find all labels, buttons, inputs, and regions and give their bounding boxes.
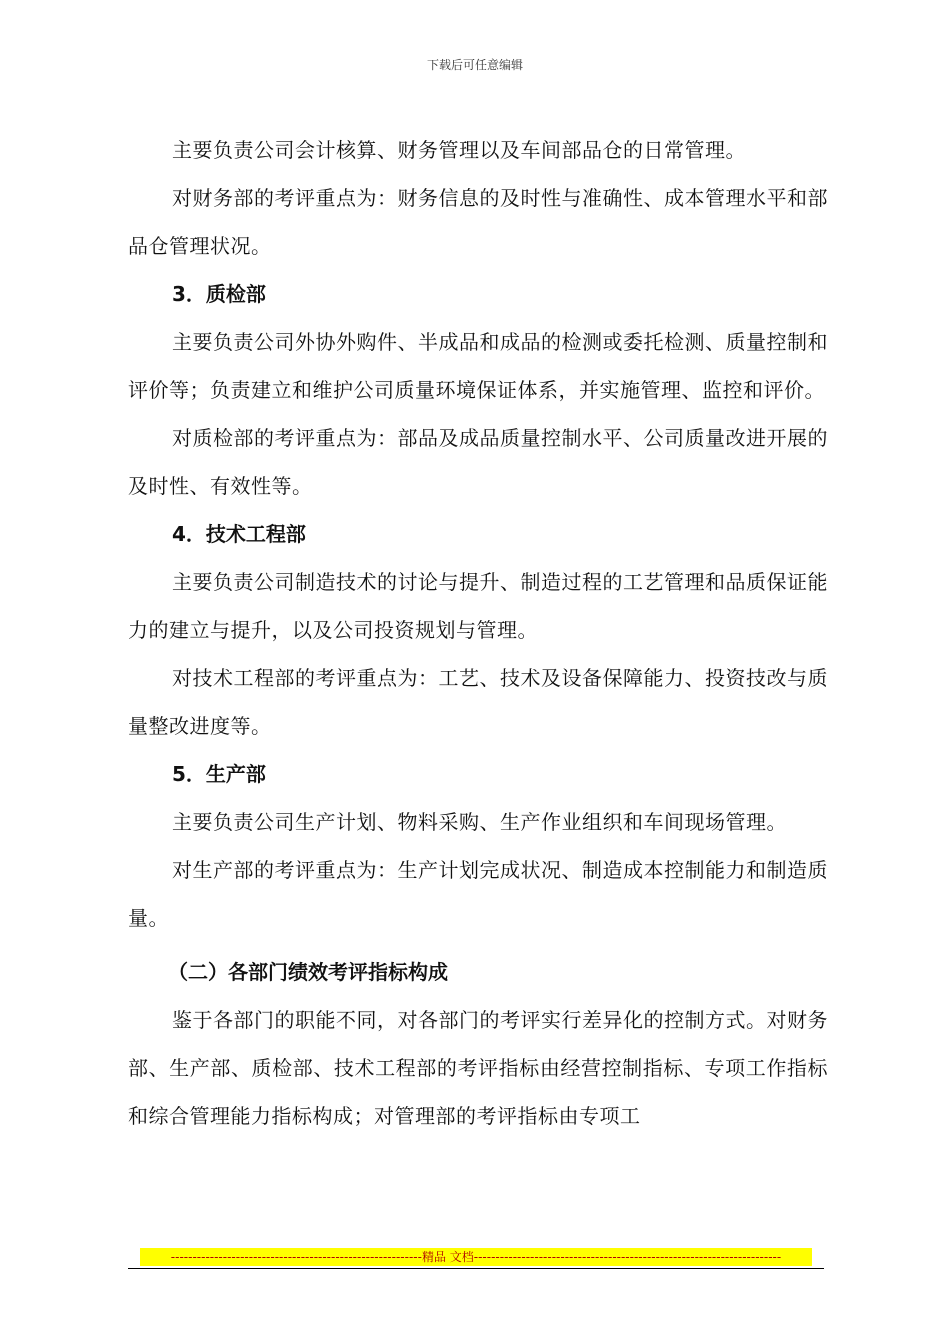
section-heading: 4．技术工程部 [172, 522, 306, 546]
paragraph: 主要负责公司制造技术的讨论与提升、制造过程的工艺管理和品质保证能力的建立与提升，以及公司投资规划与管理。 [128, 570, 828, 642]
paragraph: 对质检部的考评重点为：部品及成品质量控制水平、公司质量改进开展的及时性、有效性等。 [128, 426, 828, 498]
page-header: 下载后可任意编辑 [426, 58, 523, 72]
paragraph: 主要负责公司会计核算、财务管理以及车间部品仓的日常管理。 [172, 138, 746, 162]
paragraph: 对财务部的考评重点为：财务信息的及时性与准确性、成本管理水平和部品仓管理状况。 [128, 186, 828, 258]
subsection-heading: （二）各部门绩效考评指标构成 [168, 960, 448, 984]
paragraph: 对生产部的考评重点为：生产计划完成状况、制造成本控制能力和制造质量。 [128, 858, 828, 930]
footer-divider [128, 1268, 824, 1269]
paragraph: 鉴于各部门的职能不同，对各部门的考评实行差异化的控制方式。对财务部、生产部、质检部、技术工程部的考评指标由经营控制指标、专项工作指标和综合管理能力指标构成；对管理部的考评指标由专项工 [128, 1008, 828, 1128]
section-heading: 3．质检部 [172, 282, 266, 306]
document-body [128, 126, 828, 1140]
section-heading: 5．生产部 [172, 762, 266, 786]
paragraph: 对技术工程部的考评重点为：工艺、技术及设备保障能力、投资技改与质量整改进度等。 [128, 666, 828, 738]
paragraph: 主要负责公司外协外购件、半成品和成品的检测或委托检测、质量控制和评价等；负责建立和维护公司质量环境保证体系，并实施管理、监控和评价。 [128, 330, 828, 402]
footer-watermark: ----------------------------------------------------------精品 文档----------------------------------------------------------------------- [140, 1248, 812, 1266]
paragraph: 主要负责公司生产计划、物料采购、生产作业组织和车间现场管理。 [172, 810, 787, 834]
